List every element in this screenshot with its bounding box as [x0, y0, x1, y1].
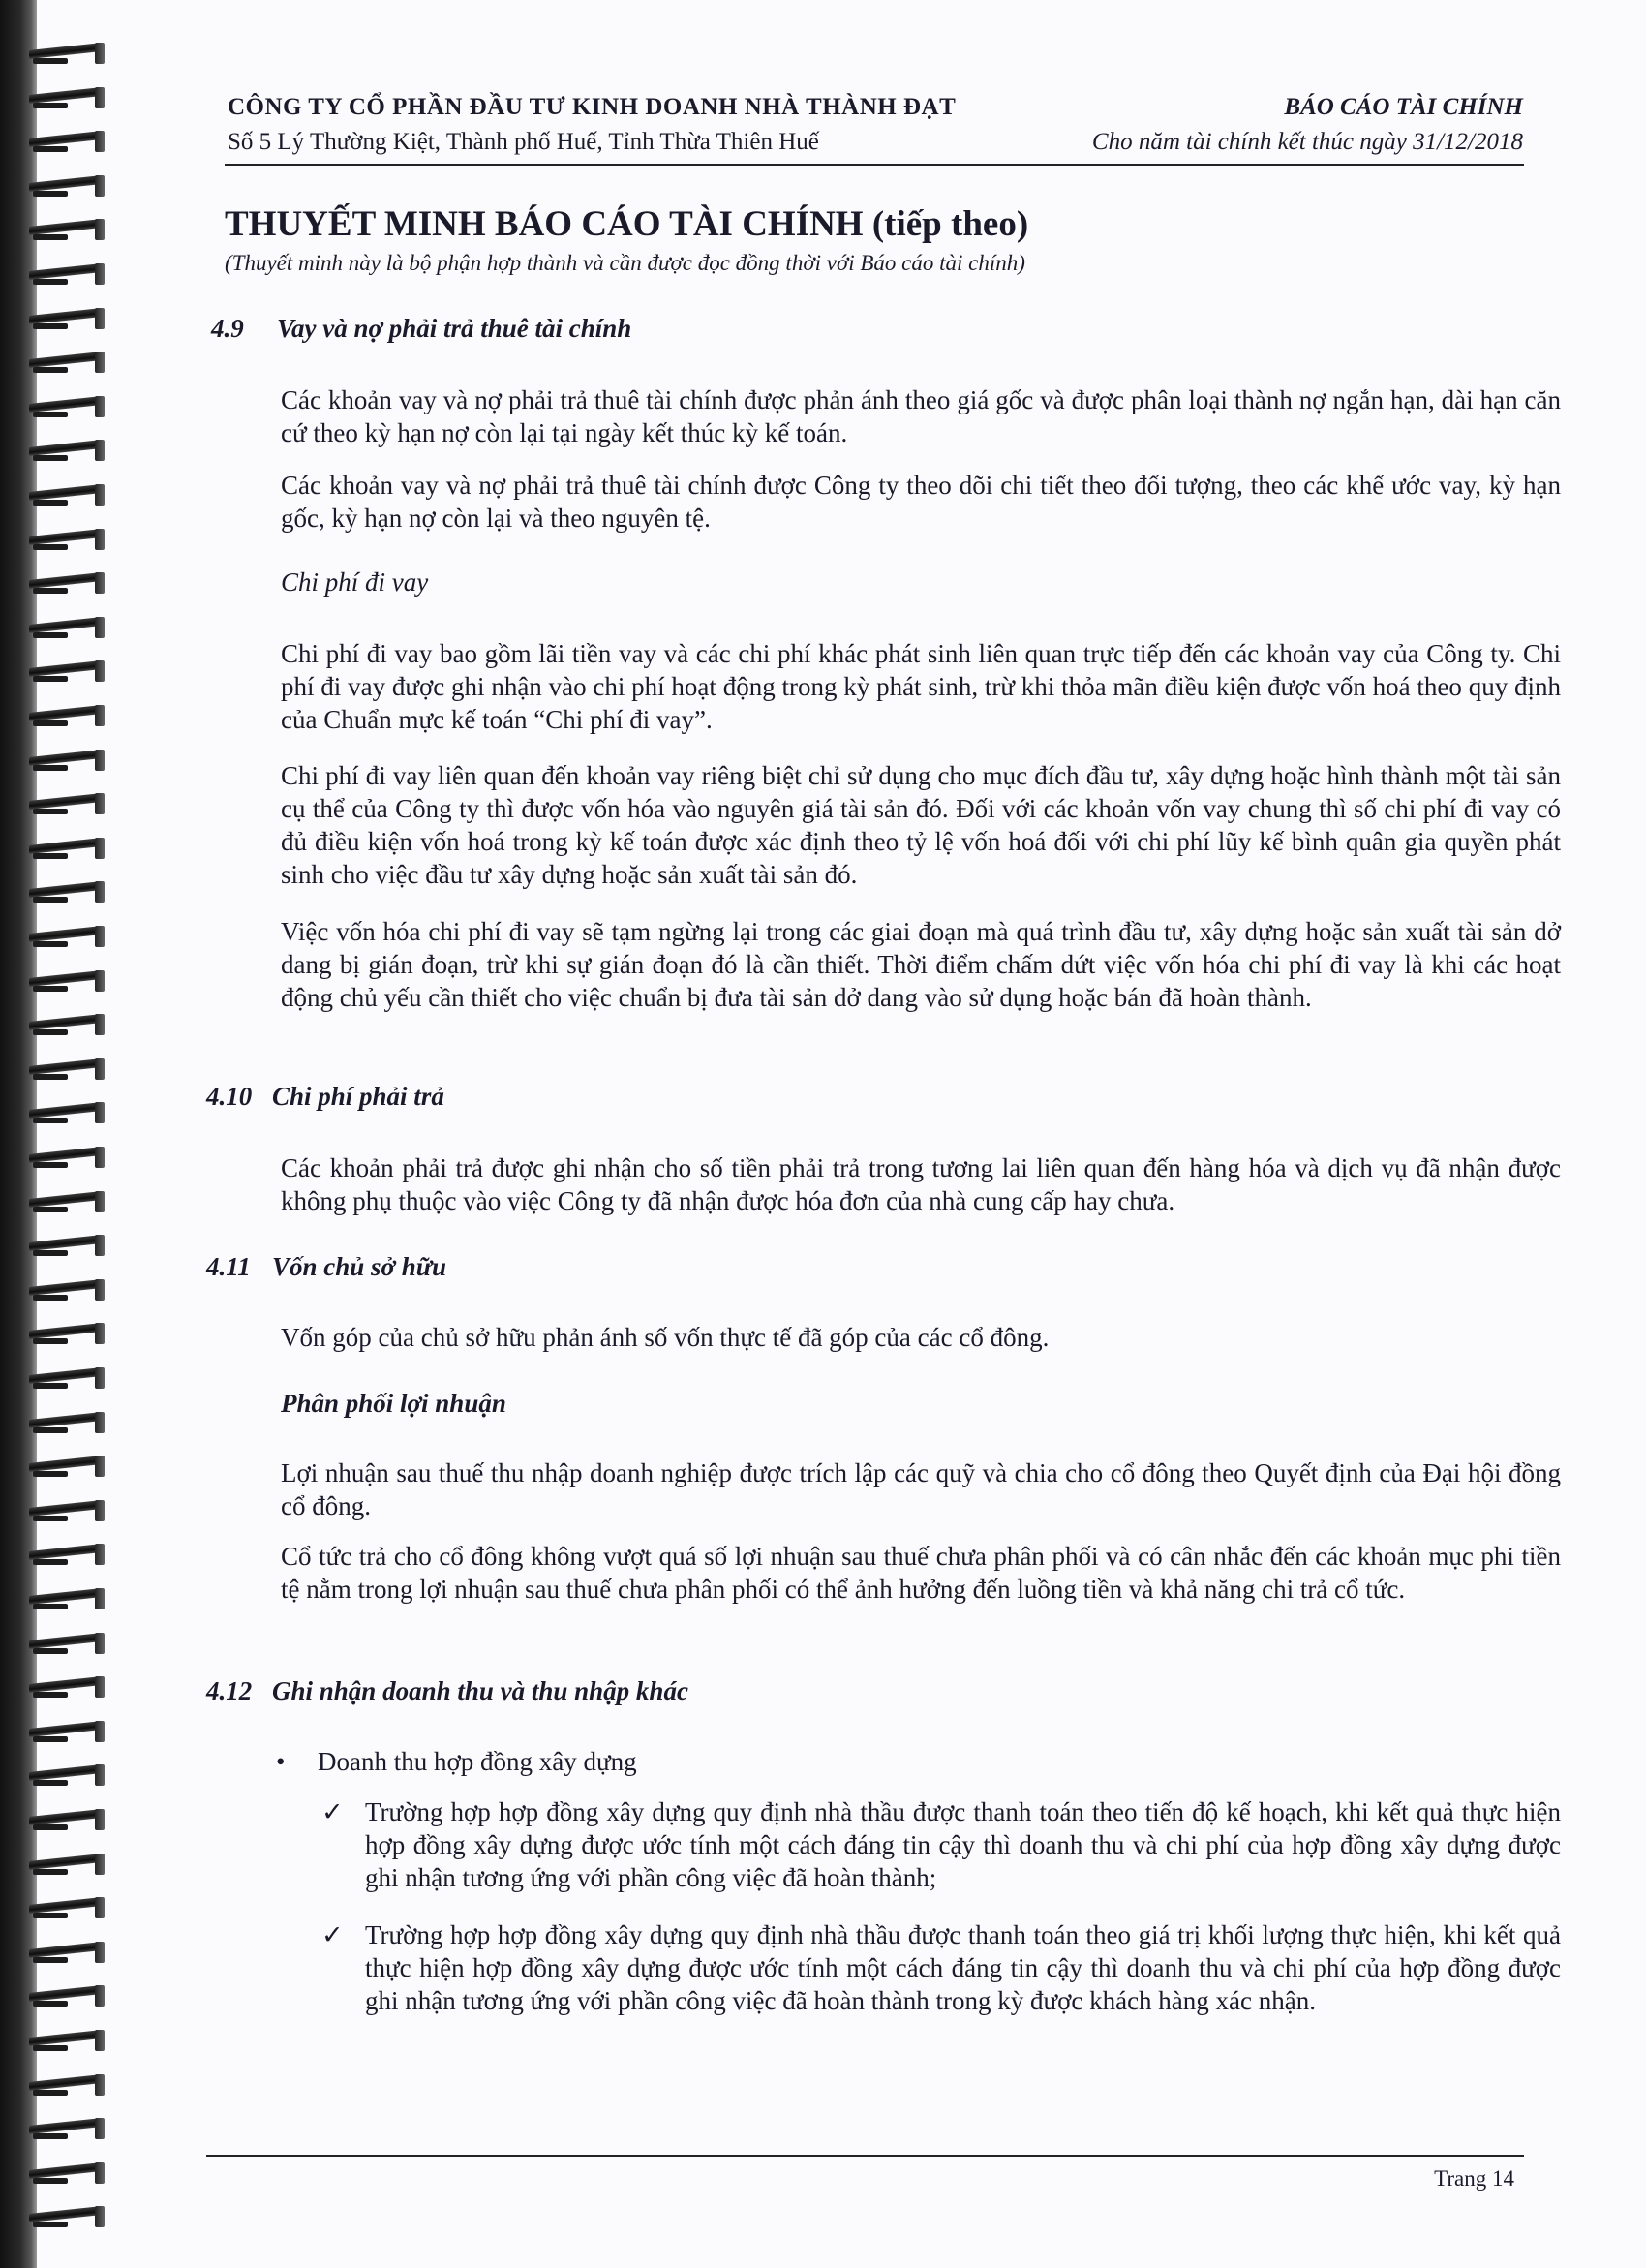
checkmark-icon: ✓ — [321, 1797, 344, 1826]
section-number: 4.9 — [211, 314, 244, 343]
subheading: Phân phối lợi nhuận — [281, 1389, 506, 1418]
footer-divider — [206, 2155, 1524, 2157]
section-heading-4-12 — [206, 1676, 688, 1706]
bullet-item — [276, 1745, 637, 1778]
section-title: Chi phí phải trả — [272, 1082, 444, 1111]
paragraph: Việc vốn hóa chi phí đi vay sẽ tạm ngừng lại trong các giai đoạn mà quá trình đầu tư, xây dựng hoặc sản xuất tài sản dở dang bị gián đoạn, trừ khi sự gián đoạn đó là cần thiết. Thời điểm chấm dứt việc vốn hóa chi phí đi vay là khi các hoạt động chủ yếu cần thiết cho việc chuẩn bị đưa tài sản dở dang vào sử dụng hoặc bán đã hoàn thành. — [281, 917, 1561, 1012]
page-title: THUYẾT MINH BÁO CÁO TÀI CHÍNH (tiếp theo) — [225, 204, 1029, 244]
header-right — [981, 93, 1523, 159]
header-divider — [225, 164, 1524, 166]
paragraph: Chi phí đi vay liên quan đến khoản vay riêng biệt chỉ sử dụng cho mục đích đầu tư, xây dựng hoặc hình thành một tài sản cụ thể của Công ty thì được vốn hóa vào nguyên giá tài sản đó. Đối với các khoản vốn vay chung thì số chi phí đi vay có đủ điều kiện vốn hoá trong kỳ kế toán được xác định theo tỷ lệ vốn hoá đối với chi phí lũy kế bình quân gia quyền phát sinh cho việc đầu tư xây dựng hoặc sản xuất tài sản đó. — [281, 761, 1561, 889]
header-left — [228, 93, 1099, 159]
section-number: 4.10 — [206, 1082, 253, 1111]
paragraph: Các khoản vay và nợ phải trả thuê tài chính được Công ty theo dõi chi tiết theo đối tượng, theo các khế ước vay, kỳ hạn gốc, kỳ hạn nợ còn lại và theo nguyên tệ. — [281, 471, 1561, 533]
report-title: BÁO CÁO TÀI CHÍNH — [1284, 94, 1523, 120]
section-heading-4-11 — [206, 1252, 446, 1282]
company-name: CÔNG TY CỔ PHẦN ĐẦU TƯ KINH DOANH NHÀ THÀNH ĐẠT — [228, 94, 957, 120]
bullet-icon: • — [276, 1747, 286, 1776]
paragraph: Cổ tức trả cho cổ đông không vượt quá số lợi nhuận sau thuế chưa phân phối và có cân nhắc đến các khoản mục phi tiền tệ nằm trong lợi nhuận sau thuế chưa phân phối có thể ảnh hưởng đến luồng tiền và khả năng chi trả cổ tức. — [281, 1542, 1561, 1604]
checklist-item — [321, 1795, 1561, 1902]
page-number: Trang 14 — [1434, 2166, 1514, 2191]
section-number: 4.12 — [206, 1676, 253, 1705]
section-title: Ghi nhận doanh thu và thu nhập khác — [272, 1676, 688, 1705]
report-period: Cho năm tài chính kết thúc ngày 31/12/2018 — [1091, 129, 1523, 155]
paragraph: Vốn góp của chủ sở hữu phản ánh số vốn thực tế đã góp của các cổ đông. — [281, 1323, 1050, 1352]
paragraph: Chi phí đi vay bao gồm lãi tiền vay và các chi phí khác phát sinh liên quan trực tiếp đến các khoản vay của Công ty. Chi phí đi vay được ghi nhận vào chi phí hoạt động trong kỳ phát sinh, trừ khi thỏa mãn điều kiện được vốn hoá theo quy định của Chuẩn mực kế toán “Chi phí đi vay”. — [281, 639, 1561, 734]
section-heading-4-9 — [211, 314, 631, 344]
paragraph: Các khoản vay và nợ phải trả thuê tài chính được phản ánh theo giá gốc và được phân loại thành nợ ngắn hạn, dài hạn căn cứ theo kỳ hạn nợ còn lại tại ngày kết thúc kỳ kế toán. — [281, 385, 1561, 447]
checkmark-icon: ✓ — [321, 1920, 344, 1949]
company-address: Số 5 Lý Thường Kiệt, Thành phố Huế, Tỉnh Thừa Thiên Huế — [228, 129, 819, 155]
section-number: 4.11 — [206, 1252, 251, 1281]
page-subtitle: (Thuyết minh này là bộ phận hợp thành và cần được đọc đồng thời với Báo cáo tài chính) — [225, 251, 1025, 275]
subheading: Chi phí đi vay — [281, 567, 429, 597]
checklist-item — [321, 1918, 1561, 2054]
section-heading-4-10 — [206, 1082, 444, 1112]
paragraph: Lợi nhuận sau thuế thu nhập doanh nghiệp được trích lập các quỹ và chia cho cổ đông theo Quyết định của Đại hội đồng cổ đông. — [281, 1458, 1561, 1520]
bullet-text: Doanh thu hợp đồng xây dựng — [318, 1747, 637, 1776]
paragraph: Các khoản phải trả được ghi nhận cho số tiền phải trả trong tương lai liên quan đến hàng hóa và dịch vụ đã nhận được không phụ thuộc vào việc Công ty đã nhận được hóa đơn của nhà cung cấp hay chưa. — [281, 1153, 1561, 1215]
section-title: Vốn chủ sở hữu — [272, 1252, 446, 1281]
section-title: Vay và nợ phải trả thuê tài chính — [277, 314, 632, 343]
checklist-text: Trường hợp hợp đồng xây dựng quy định nhà thầu được thanh toán theo giá trị khối lượng thực hiện, khi kết quả thực hiện hợp đồng xây dựng được ước tính một cách đáng tin cậy thì doanh thu và chi phí của hợp đồng được ghi nhận tương ứng với phần công việc đã hoàn thành trong kỳ được khách hàng xác nhận. — [365, 1920, 1561, 2015]
checklist-text: Trường hợp hợp đồng xây dựng quy định nhà thầu được thanh toán theo tiến độ kế hoạch, khi kết quả thực hiện hợp đồng xây dựng được ước tính một cách đáng tin cậy thì doanh thu và chi phí của hợp đồng xây dựng được ghi nhận tương ứng với phần công việc đã hoàn thành; — [365, 1797, 1561, 1892]
